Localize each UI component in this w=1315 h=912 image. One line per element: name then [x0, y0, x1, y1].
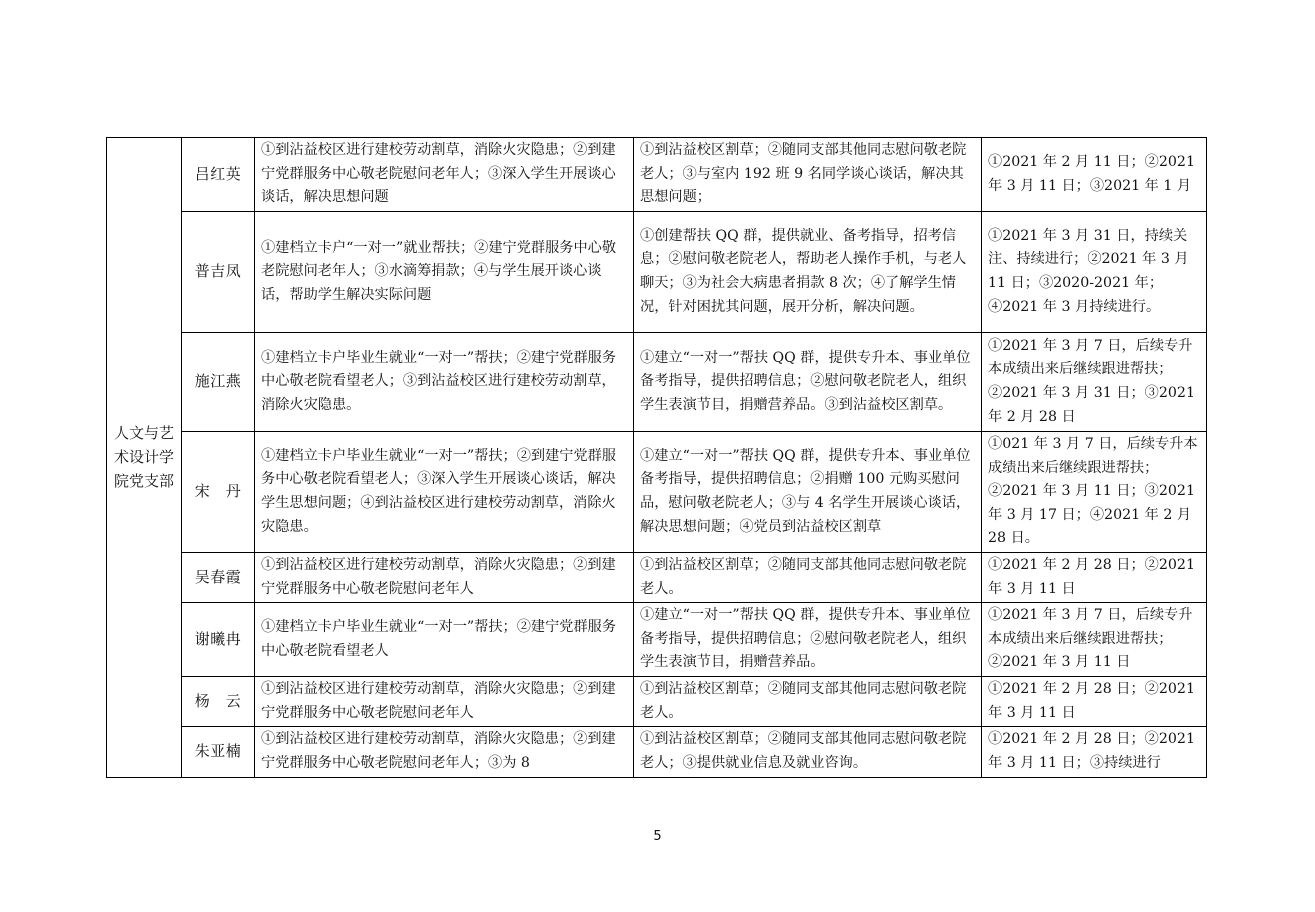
member-name: 朱亚楠 [182, 727, 255, 777]
time-cell: ①2021 年 2 月 28 日；②2021 年 3 月 11 日；③持续进行 [982, 727, 1207, 777]
table-row [107, 553, 1207, 603]
department-cell: 人文与艺术设计学院党支部 [107, 138, 182, 778]
action-cell: ①到沾益校区割草；②随同支部其他同志慰问敬老院老人。 [634, 677, 982, 727]
plan-cell: ①到沾益校区进行建校劳动割草，消除火灾隐患；②到建宁党群服务中心敬老院慰问老年人 [255, 553, 634, 603]
member-name: 吕红英 [182, 138, 255, 212]
table-row [107, 333, 1207, 432]
action-cell: ①建立“一对一”帮扶 QQ 群，提供专升本、事业单位备考指导，提供招聘信息；②慰问敬老院老人，组织学生表演节目，捐赠营养品。 [634, 603, 982, 677]
action-cell: ①到沾益校区割草；②随同支部其他同志慰问敬老院老人；③与室内 192 班 9 名同学谈心谈话，解决其思想问题； [634, 138, 982, 212]
plan-cell: ①建档立卡户毕业生就业“一对一”帮扶；②到建宁党群服务中心敬老院看望老人；③深入学生开展谈心谈话，解决学生思想问题；④到沾益校区进行建校劳动割草，消除火灾隐患。 [255, 432, 634, 553]
member-name: 杨 云 [182, 677, 255, 727]
action-cell: ①建立“一对一”帮扶 QQ 群，提供专升本、事业单位备考指导，提供招聘信息；②慰问敬老院老人，组织学生表演节目，捐赠营养品。③到沾益校区割草。 [634, 333, 982, 432]
member-name: 吴春霞 [182, 553, 255, 603]
activity-table [106, 137, 1207, 778]
time-cell: ①2021 年 2 月 28 日；②2021 年 3 月 11 日 [982, 553, 1207, 603]
plan-cell: ①到沾益校区进行建校劳动割草，消除火灾隐患；②到建宁党群服务中心敬老院慰问老年人；③深入学生开展谈心谈话，解决思想问题 [255, 138, 634, 212]
member-name: 普吉凤 [182, 212, 255, 333]
plan-cell: ①建档立卡户毕业生就业“一对一”帮扶；②建宁党群服务中心敬老院看望老人 [255, 603, 634, 677]
plan-cell: ①到沾益校区进行建校劳动割草，消除火灾隐患；②到建宁党群服务中心敬老院慰问老年人 [255, 677, 634, 727]
action-cell: ①到沾益校区割草；②随同支部其他同志慰问敬老院老人；③提供就业信息及就业咨询。 [634, 727, 982, 777]
plan-cell: ①到沾益校区进行建校劳动割草，消除火灾隐患；②到建宁党群服务中心敬老院慰问老年人；③为 8 [255, 727, 634, 777]
time-cell: ①021 年 3 月 7 日，后续专升本成绩出来后继续跟进帮扶；②2021 年 3 月 11 日；③2021 年 3 月 17 日；④2021 年 2 月 28 日。 [982, 432, 1207, 553]
member-name: 宋 丹 [182, 432, 255, 553]
plan-cell: ①建档立卡户“一对一”就业帮扶；②建宁党群服务中心敬老院慰问老年人；③水滴筹捐款；④与学生展开谈心谈话，帮助学生解决实际问题 [255, 212, 634, 333]
member-name: 谢曦冉 [182, 603, 255, 677]
time-cell: ①2021 年 3 月 7 日，后续专升本成绩出来后继续跟进帮扶；②2021 年 3 月 31 日；③2021 年 2 月 28 日 [982, 333, 1207, 432]
table-row [107, 212, 1207, 333]
table-row [107, 727, 1207, 777]
time-cell: ①2021 年 2 月 11 日；②2021 年 3 月 11 日；③2021 年 1 月 [982, 138, 1207, 212]
action-cell: ①创建帮扶 QQ 群，提供就业、备考指导，招考信息；②慰问敬老院老人，帮助老人操作手机，与老人聊天；③为社会大病患者捐款 8 次；④了解学生情况，针对困扰其问题，展开分析，解决问题。 [634, 212, 982, 333]
page-number: 5 [653, 829, 662, 844]
member-name: 施江燕 [182, 333, 255, 432]
table-row [107, 603, 1207, 677]
action-cell: ①到沾益校区割草；②随同支部其他同志慰问敬老院老人。 [634, 553, 982, 603]
table-row [107, 138, 1207, 212]
plan-cell: ①建档立卡户毕业生就业“一对一”帮扶；②建宁党群服务中心敬老院看望老人；③到沾益校区进行建校劳动割草，消除火灾隐患。 [255, 333, 634, 432]
time-cell: ①2021 年 3 月 7 日，后续专升本成绩出来后继续跟进帮扶；②2021 年 3 月 11 日 [982, 603, 1207, 677]
table-row [107, 677, 1207, 727]
time-cell: ①2021 年 3 月 31 日，持续关注、持续进行；②2021 年 3 月 11 日；③2020-2021 年；④2021 年 3 月持续进行。 [982, 212, 1207, 333]
table-row [107, 432, 1207, 553]
time-cell: ①2021 年 2 月 28 日；②2021 年 3 月 11 日 [982, 677, 1207, 727]
action-cell: ①建立“一对一”帮扶 QQ 群，提供专升本、事业单位备考指导，提供招聘信息；②捐赠 100 元购买慰问品，慰问敬老院老人；③与 4 名学生开展谈心谈话，解决思想问题；④党员到沾益校区割草 [634, 432, 982, 553]
